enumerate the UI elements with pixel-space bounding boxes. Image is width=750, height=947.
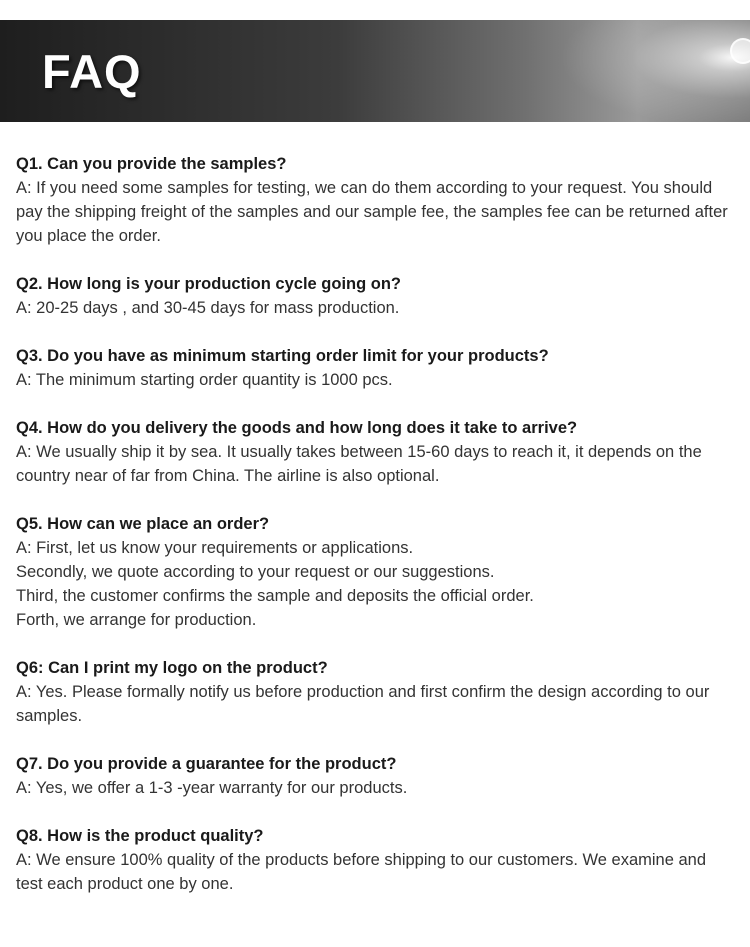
page-title: FAQ xyxy=(42,45,142,98)
faq-item xyxy=(16,752,736,800)
answer-line: A: We ensure 100% quality of the products before shipping to our customers. We examine and test each product one by one. xyxy=(16,851,707,893)
light-glow xyxy=(530,20,750,122)
faq-item xyxy=(16,824,736,896)
answer-line: A: Yes. Please formally notify us before production and first confirm the design according to our samples. xyxy=(16,683,710,725)
answer-line: Secondly, we quote according to your request or our suggestions. xyxy=(16,563,495,581)
faq-item xyxy=(16,416,736,488)
answer-line: A: Yes, we offer a 1-3 -year warranty for our products. xyxy=(16,779,408,797)
answer-line: A: We usually ship it by sea. It usually takes between 15-60 days to reach it, it depends on the country near of far from China. The airline is also optional. xyxy=(16,443,702,485)
faq-question: Q3. Do you have as minimum starting order limit for your products? xyxy=(16,347,549,365)
faq-question: Q7. Do you provide a guarantee for the product? xyxy=(16,755,397,773)
faq-item xyxy=(16,152,736,248)
faq-question: Q8. How is the product quality? xyxy=(16,827,264,845)
answer-line: A: If you need some samples for testing, we can do them according to your request. You should pay the shipping freight of the samples and our sample fee, the samples fee can be returned after you place the order. xyxy=(16,179,728,245)
lamp-icon xyxy=(730,38,750,64)
faq-question: Q6: Can I print my logo on the product? xyxy=(16,659,328,677)
answer-line: Forth, we arrange for production. xyxy=(16,611,257,629)
answer-line: A: 20-25 days , and 30-45 days for mass production. xyxy=(16,299,400,317)
faq-answer xyxy=(16,680,736,728)
faq-item xyxy=(16,272,736,320)
faq-answer xyxy=(16,296,736,320)
faq-answer xyxy=(16,440,736,488)
faq-item xyxy=(16,512,736,632)
answer-line: A: First, let us know your requirements or applications. xyxy=(16,539,414,557)
faq-item xyxy=(16,344,736,392)
answer-line: Third, the customer confirms the sample and deposits the official order. xyxy=(16,587,534,605)
faq-banner xyxy=(0,20,750,122)
answer-line: A: The minimum starting order quantity is 1000 pcs. xyxy=(16,371,393,389)
faq-list xyxy=(16,152,736,920)
faq-answer xyxy=(16,536,736,632)
faq-answer xyxy=(16,368,736,392)
faq-question: Q1. Can you provide the samples? xyxy=(16,155,287,173)
faq-question: Q4. How do you delivery the goods and how long does it take to arrive? xyxy=(16,419,578,437)
faq-answer xyxy=(16,776,736,800)
faq-answer xyxy=(16,848,736,896)
faq-answer xyxy=(16,176,736,248)
faq-question: Q2. How long is your production cycle going on? xyxy=(16,275,402,293)
faq-item xyxy=(16,656,736,728)
faq-question: Q5. How can we place an order? xyxy=(16,515,270,533)
